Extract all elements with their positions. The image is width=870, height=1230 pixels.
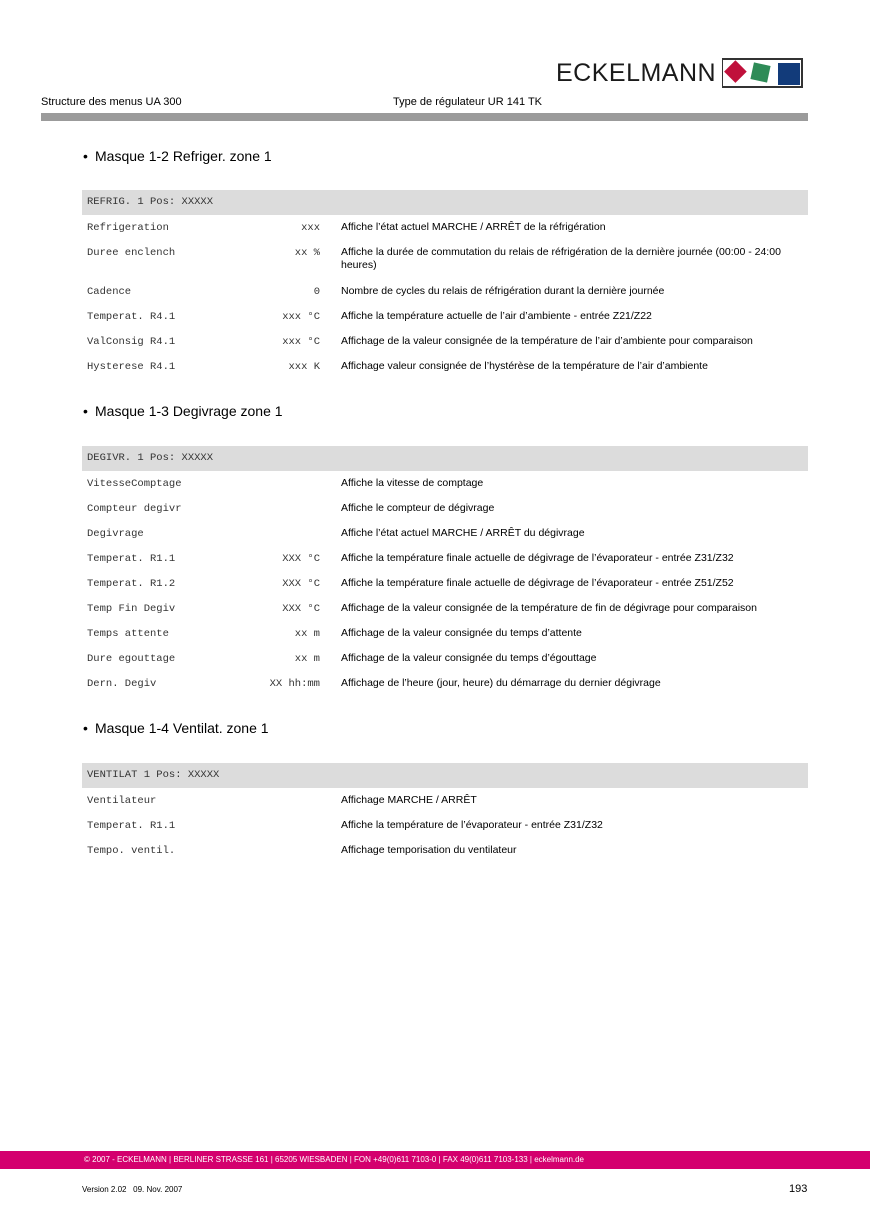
param-name: Temp Fin Degiv [87, 603, 176, 615]
table-row [82, 240, 808, 279]
section-title: • Masque 1-3 Degivrage zone 1 [83, 403, 283, 419]
table-row [82, 354, 808, 379]
param-value: XXX °C [282, 578, 320, 590]
param-name: Temperat. R1.1 [87, 553, 176, 565]
bullet-icon: • [83, 720, 88, 736]
param-value [237, 521, 320, 528]
table-row [82, 521, 808, 546]
param-value: xx % [294, 247, 320, 259]
table-row [82, 571, 808, 596]
param-name: Temperat. R1.1 [87, 820, 176, 832]
bullet-icon: • [83, 148, 88, 164]
table-header: REFRIG. 1 Pos: XXXXX [82, 190, 808, 215]
table-row [82, 304, 808, 329]
table-header: VENTILAT 1 Pos: XXXXX [82, 763, 808, 788]
param-description: Nombre de cycles du relais de réfrigération durant la dernière journée [341, 285, 665, 297]
table-row [82, 813, 808, 838]
table-row [82, 329, 808, 354]
param-description: Affiche la température de l’évaporateur - entrée Z31/Z32 [341, 819, 603, 831]
table-row [82, 646, 808, 671]
table-row [82, 838, 808, 863]
logo-wordmark: ECKELMANN [556, 58, 717, 87]
param-name: Hysterese R4.1 [87, 361, 176, 373]
param-value [237, 838, 320, 845]
param-description: Affichage valeur consignée de l’hystérèse de la température de l’air d’ambiente [341, 360, 708, 372]
param-value: xx m [294, 628, 320, 640]
mask-table [82, 190, 808, 379]
param-value [237, 471, 320, 478]
param-description: Affichage de la valeur consignée du temps d’attente [341, 627, 582, 639]
table-header: DEGIVR. 1 Pos: XXXXX [82, 446, 808, 471]
mask-table [82, 446, 808, 696]
param-name: Duree enclench [87, 247, 176, 259]
table-row [82, 546, 808, 571]
table-row [82, 215, 808, 240]
page-number: 193 [789, 1183, 808, 1195]
param-description: Affiche l’état actuel MARCHE / ARRÊT du dégivrage [341, 527, 585, 539]
param-value: 0 [313, 286, 320, 298]
param-name: Dern. Degiv [87, 678, 157, 690]
param-value: xxx °C [282, 311, 320, 323]
eckelmann-logo [556, 58, 804, 88]
param-description: Affichage de la valeur consignée de la température de l’air d’ambiente pour comparaison [341, 335, 753, 347]
table-row [82, 788, 808, 813]
param-name: Tempo. ventil. [87, 845, 176, 857]
mask-table [82, 763, 808, 863]
param-name: ValConsig R4.1 [87, 336, 176, 348]
table-row [82, 496, 808, 521]
table-row [82, 596, 808, 621]
footer-contact: © 2007 - ECKELMANN | BERLINER STRASSE 161 | 65205 WIESBADEN | FON +49(0)611 7103-0 | FAX 49(0)611 7103-133 | eckelmann.de [84, 1155, 585, 1164]
header-manual-title: Structure des menus UA 300 [41, 96, 182, 108]
param-name: Cadence [87, 286, 132, 298]
param-description: Affiche la vitesse de comptage [341, 477, 484, 489]
param-description: Affichage temporisation du ventilateur [341, 844, 517, 856]
param-value: XX hh:mm [269, 678, 320, 690]
param-value: XXX °C [282, 553, 320, 565]
bullet-icon: • [83, 403, 88, 419]
param-name: Temperat. R1.2 [87, 578, 176, 590]
param-name: Degivrage [87, 528, 144, 540]
param-value: xxx °C [282, 336, 320, 348]
param-description: Affiche l’état actuel MARCHE / ARRÊT de la réfrigération [341, 221, 606, 233]
param-name: Compteur degivr [87, 503, 182, 515]
param-name: Refrigeration [87, 222, 169, 234]
param-value [237, 788, 320, 795]
section-title: • Masque 1-2 Refriger. zone 1 [83, 148, 272, 164]
table-row [82, 279, 808, 304]
header-rule [41, 113, 808, 121]
table-row [82, 621, 808, 646]
section-title: • Masque 1-4 Ventilat. zone 1 [83, 720, 269, 736]
param-value [237, 813, 320, 820]
param-name: Temps attente [87, 628, 169, 640]
param-name: VitesseComptage [87, 478, 182, 490]
logo-mark-icon [722, 58, 804, 88]
param-value [237, 496, 320, 503]
param-description: Affiche la température finale actuelle de dégivrage de l’évaporateur - entrée Z51/Z52 [341, 577, 734, 589]
param-description: Affiche la température actuelle de l’air d’ambiente - entrée Z21/Z22 [341, 310, 652, 322]
version-date: Version 2.02 09. Nov. 2007 [82, 1185, 183, 1194]
table-row [82, 471, 808, 496]
param-value: xxx K [288, 361, 320, 373]
header-controller-type: Type de régulateur UR 141 TK [393, 96, 542, 108]
param-description: Affichage MARCHE / ARRÊT [341, 794, 477, 806]
param-description: Affichage de la valeur consignée de la température de fin de dégivrage pour comparaison [341, 602, 757, 614]
param-description: Affiche le compteur de dégivrage [341, 502, 495, 514]
param-name: Dure egouttage [87, 653, 176, 665]
table-row [82, 671, 808, 696]
param-description: Affiche la durée de commutation du relais de réfrigération de la dernière journée (00:00 - 24:00 heures) [341, 246, 781, 271]
param-description: Affichage de l’heure (jour, heure) du démarrage du dernier dégivrage [341, 677, 661, 689]
param-name: Ventilateur [87, 795, 157, 807]
param-description: Affiche la température finale actuelle de dégivrage de l’évaporateur - entrée Z31/Z32 [341, 552, 734, 564]
param-description: Affichage de la valeur consignée du temps d’égouttage [341, 652, 597, 664]
param-value: xxx [301, 222, 320, 234]
param-value: xx m [294, 653, 320, 665]
param-name: Temperat. R4.1 [87, 311, 176, 323]
param-value: XXX °C [282, 603, 320, 615]
